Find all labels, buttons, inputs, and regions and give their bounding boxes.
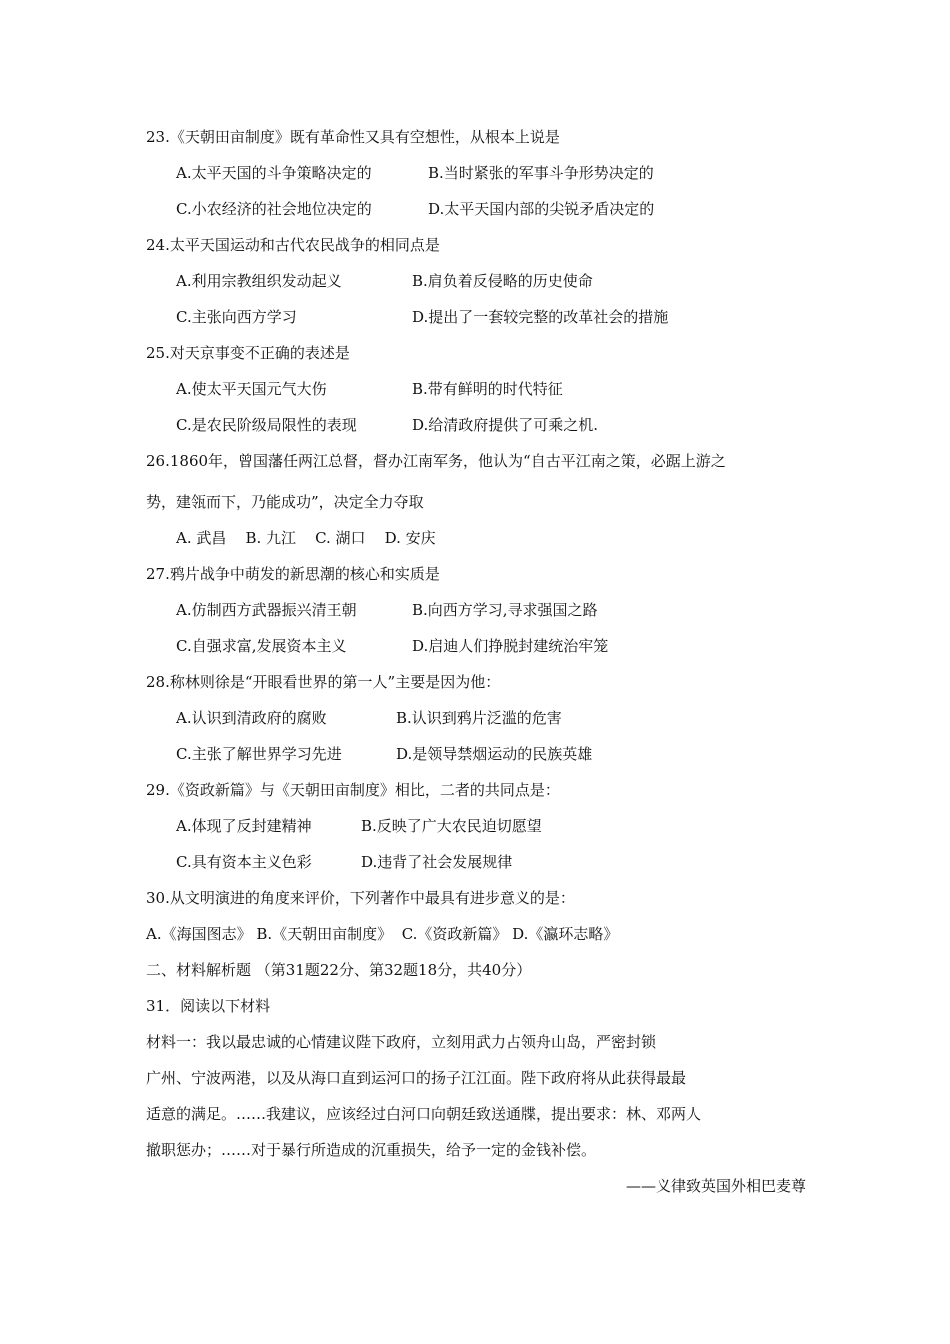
option-b: B.肩负着反侵略的历史使命 xyxy=(412,272,593,290)
option-d: D.太平天国内部的尖锐矛盾决定的 xyxy=(428,200,655,218)
question-24-options-row-1 xyxy=(176,271,593,291)
question-25-options-row-2 xyxy=(176,415,598,435)
question-26-stem: 26.1860年，曾国藩任两江总督，督办江南军务，他认为“自古平江南之策，必踞上游之 xyxy=(146,452,726,470)
question-29-stem: 29.《资政新篇》与《天朝田亩制度》相比，二者的共同点是： xyxy=(146,781,560,799)
option-b: B.反映了广大农民迫切愿望 xyxy=(361,817,542,835)
question-27-stem: 27.鸦片战争中萌发的新思潮的核心和实质是 xyxy=(146,565,440,583)
question-26-stem-continued: 势，建瓴而下，乃能成功”，决定全力夺取 xyxy=(146,493,424,511)
option-c: C.主张了解世界学习先进 xyxy=(176,745,342,763)
question-31-title: 31．阅读以下材料 xyxy=(146,997,271,1015)
material-1-line-2: 广州、宁波两港，以及从海口直到运河口的扬子江江面。陛下政府将从此获得最最 xyxy=(146,1069,687,1087)
material-1-line-4: 撤职惩办；……对于暴行所造成的沉重损失，给予一定的金钱补偿。 xyxy=(146,1141,597,1159)
option-b: B.当时紧张的军事斗争形势决定的 xyxy=(428,164,654,182)
material-1-line-1: 材料一：我以最忠诚的心情建议陛下政府，立刻用武力占领舟山岛，严密封锁 xyxy=(146,1033,657,1051)
question-24-options-row-2 xyxy=(176,307,668,327)
question-25-options-row-1 xyxy=(176,379,563,399)
option-d: D.是领导禁烟运动的民族英雄 xyxy=(396,745,593,763)
question-24-stem: 24.太平天国运动和古代农民战争的相同点是 xyxy=(146,236,440,254)
question-23-options-row-1 xyxy=(176,163,654,183)
option-d: D.给清政府提供了可乘之机. xyxy=(412,416,599,434)
question-26-options: A. 武昌 B. 九江 C. 湖口 D. 安庆 xyxy=(176,529,436,547)
option-c: C.小农经济的社会地位决定的 xyxy=(176,200,372,218)
question-23-stem: 23.《天朝田亩制度》既有革命性又具有空想性，从根本上说是 xyxy=(146,128,560,146)
option-d: D.启迪人们挣脱封建统治牢笼 xyxy=(412,637,609,655)
question-28-stem: 28.称林则徐是“开眼看世界的第一人”主要是因为他： xyxy=(146,673,501,691)
option-c: C.具有资本主义色彩 xyxy=(176,853,312,871)
option-b: B.向西方学习,寻求强国之路 xyxy=(412,601,598,619)
question-25-stem: 25.对天京事变不正确的表述是 xyxy=(146,344,350,362)
option-a: A.仿制西方武器振兴清王朝 xyxy=(176,601,357,619)
option-a: A.认识到清政府的腐败 xyxy=(176,709,327,727)
material-1-line-3: 适意的满足。……我建议，应该经过白河口向朝廷致送通牒，提出要求：林、邓两人 xyxy=(146,1105,702,1123)
question-30-options: A.《海国图志》 B.《天朝田亩制度》 C.《资政新篇》 D.《瀛环志略》 xyxy=(146,925,619,943)
option-c: C.主张向西方学习 xyxy=(176,308,297,326)
option-b: B.认识到鸦片泛滥的危害 xyxy=(396,709,562,727)
question-28-options-row-1 xyxy=(176,708,562,728)
option-a: A.体现了反封建精神 xyxy=(176,817,312,835)
question-27-options-row-2 xyxy=(176,636,608,656)
section-2-heading: 二、材料解析题 （第31题22分、第32题18分，共40分） xyxy=(146,961,532,979)
option-d: D.提出了一套较完整的改革社会的措施 xyxy=(412,308,669,326)
question-29-options-row-2 xyxy=(176,852,512,872)
option-c: C.自强求富,发展资本主义 xyxy=(176,637,347,655)
question-29-options-row-1 xyxy=(176,816,542,836)
option-a: A.利用宗教组织发动起义 xyxy=(176,272,342,290)
question-30-stem: 30.从文明演进的角度来评价，下列著作中最具有进步意义的是： xyxy=(146,889,575,907)
option-b: B.带有鲜明的时代特征 xyxy=(412,380,563,398)
question-27-options-row-1 xyxy=(176,600,598,620)
material-1-source: ——义律致英国外相巴麦尊 xyxy=(625,1177,806,1195)
question-23-options-row-2 xyxy=(176,199,654,219)
question-28-options-row-2 xyxy=(176,744,592,764)
option-a: A.太平天国的斗争策略决定的 xyxy=(176,164,372,182)
option-c: C.是农民阶级局限性的表现 xyxy=(176,416,357,434)
option-d: D.违背了社会发展规律 xyxy=(361,853,513,871)
option-a: A.使太平天国元气大伤 xyxy=(176,380,327,398)
